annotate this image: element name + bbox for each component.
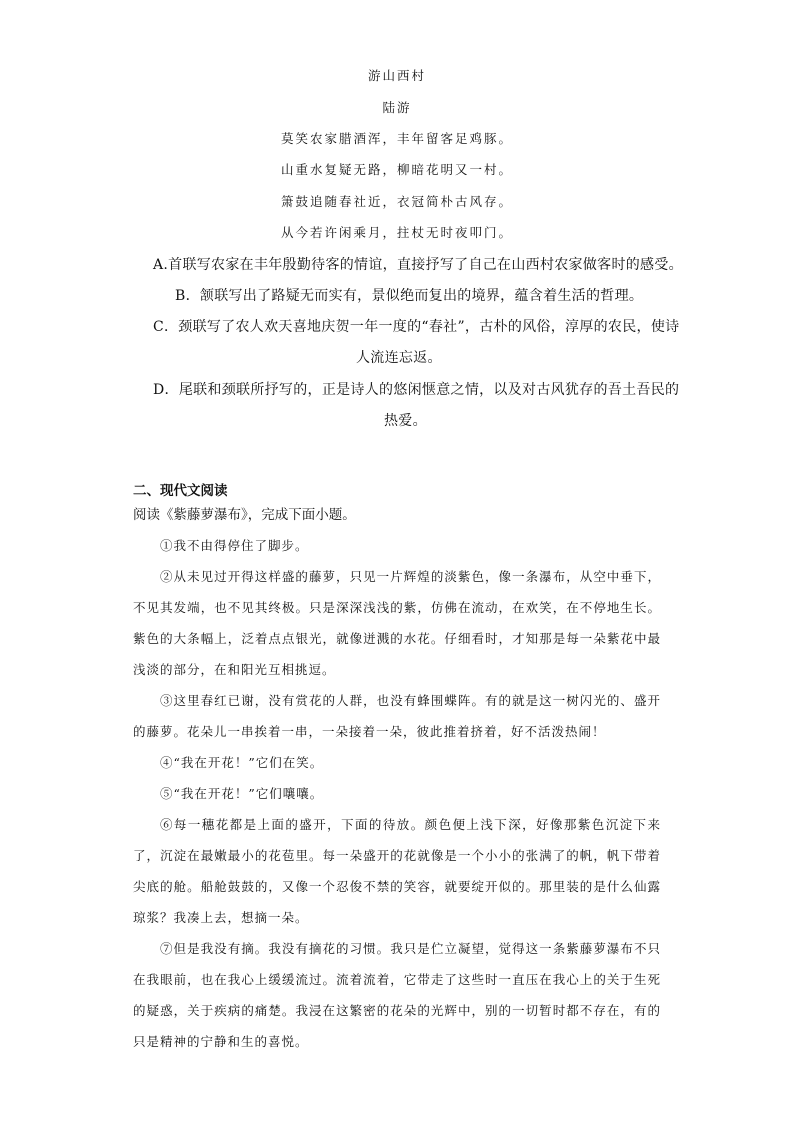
reading-passage bbox=[133, 530, 661, 1057]
poem-line: 箫鼓追随春社近，衣冠简朴古风存。 bbox=[280, 194, 513, 209]
paragraph: ②从未见过开得这样盛的藤萝，只见一片辉煌的淡紫色，像一条瀑布，从空中垂下，不见其发端，也不见其终极。只是深深浅浅的紫，仿佛在流动，在欢笑，在不停地生长。紫色的大条幅上，泛着点点银光，就像迸溅的水花。仔细看时，才知那是每一朵紫花中最浅淡的部分，在和阳光互相挑逗。 bbox=[133, 569, 661, 677]
paragraph: ①我不由得停住了脚步。 bbox=[160, 538, 309, 553]
paragraph: ③这里春红已谢，没有赏花的人群，也没有蜂围蝶阵。有的就是这一树闪光的、盛开的藤萝。花朵儿一串挨着一串，一朵接着一朵，彼此推着挤着，好不活泼热闹！ bbox=[133, 693, 661, 739]
poem-line: 从今若许闲乘月，拄杖无时夜叩门。 bbox=[280, 225, 513, 240]
option-d-line2: 热爱。 bbox=[384, 413, 427, 429]
paragraph: ⑦但是我没有摘。我没有摘花的习惯。我只是伫立凝望，觉得这一条紫藤萝瀑布不只在我眼前，也在我心上缓缓流过。流着流着，它带走了这些时一直压在我心上的关于生死的疑惑，关于疾病的痛楚。我浸在这繁密的花朵的光辉中，别的一切暂时都不存在，有的只是精神的宁静和生的喜悦。 bbox=[133, 941, 661, 1049]
paragraph: ⑥每一穗花都是上面的盛开，下面的待放。颜色便上浅下深，好像那紫色沉淀下来了，沉淀在最嫩最小的花苞里。每一朵盛开的花就像是一个小小的张满了的帆，帆下带着尖底的舱。船舱鼓鼓的，又像一个忍俊不禁的笑容，就要绽开似的。那里装的是什么仙露琼浆？我凑上去，想摘一朵。 bbox=[133, 817, 661, 925]
poem-author: 陆游 bbox=[382, 100, 412, 115]
poem-title: 游山西村 bbox=[367, 68, 426, 83]
option-c-line2: 人流连忘返。 bbox=[356, 350, 442, 366]
poem-line: 山重水复疑无路，柳暗花明又一村。 bbox=[280, 162, 513, 177]
poem-line: 莫笑农家腊酒浑，丰年留客足鸡豚。 bbox=[280, 131, 513, 146]
option-d-line1: D．尾联和颈联所抒写的，正是诗人的悠闲惬意之情，以及对古风犹存的吾土吾民的 bbox=[153, 382, 680, 398]
section-heading: 二、现代文阅读 bbox=[133, 483, 228, 499]
option-a: A.首联写农家在丰年殷勤待客的情谊，直接抒写了自己在山西村农家做客时的感受。 bbox=[153, 257, 683, 273]
option-b: B．颔联写出了路疑无而实有，景似绝而复出的境界，蕴含着生活的哲理。 bbox=[175, 288, 644, 304]
paragraph: ⑤“我在开花！”它们嚷嚷。 bbox=[160, 786, 324, 801]
paragraph: ④“我在开花！”它们在笑。 bbox=[160, 755, 324, 770]
section-intro: 阅读《紫藤萝瀑布》，完成下面小题。 bbox=[133, 507, 356, 523]
option-c-line1: C．颈联写了农人欢天喜地庆贺一年一度的“春社”，古朴的风俗，淳厚的农民，使诗 bbox=[153, 319, 680, 335]
